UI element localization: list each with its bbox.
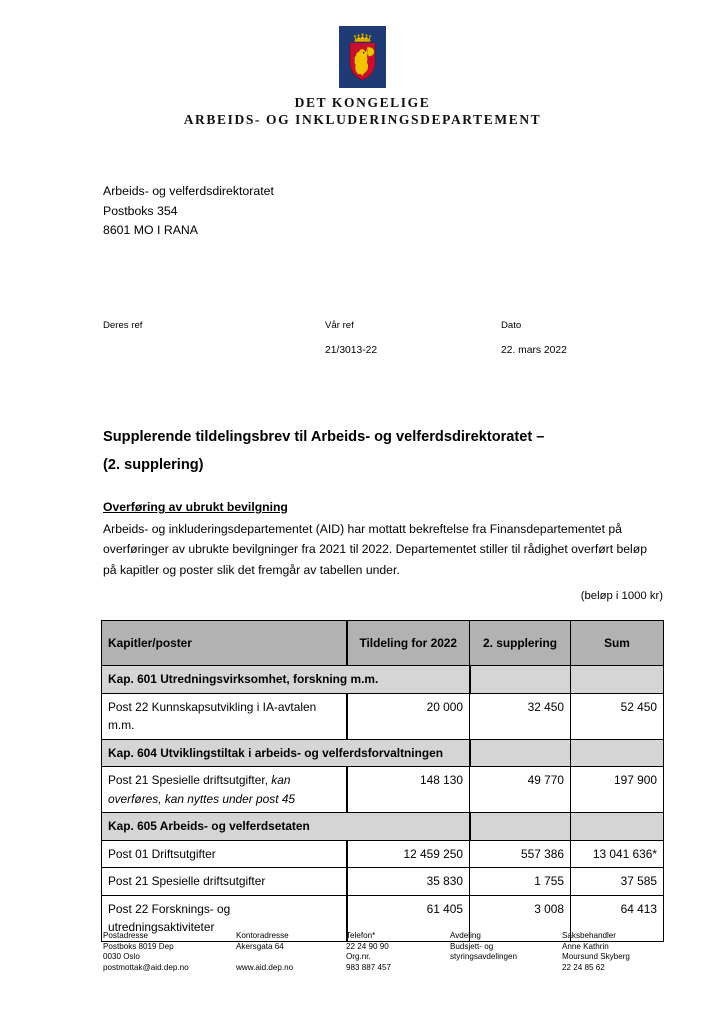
section-label: Kap. 601 Utredningsvirksomhet, forskning m.m. (102, 666, 470, 694)
page-title-line-1: Supplerende tildelingsbrev til Arbeids- og velferdsdirektoratet – (103, 428, 545, 445)
section-blank-sum (571, 739, 664, 767)
footer-line: 0030 Oslo (103, 952, 140, 962)
column-header-sum: Sum (571, 621, 664, 666)
dato-value: 22. mars 2022 (501, 345, 567, 356)
footer-line: 22 24 90 90 (346, 941, 389, 951)
footer-heading: Saksbehandler (562, 931, 616, 940)
row-supplering: 32 450 (470, 693, 571, 739)
row-label (102, 767, 347, 813)
footer-line: Postboks 8019 Dep (103, 941, 174, 951)
footer-line: Budsjett- og (450, 941, 494, 951)
section-blank-supplering (470, 666, 571, 694)
column-header-supplering: 2. supplering (470, 621, 571, 666)
table-row (102, 767, 664, 813)
var-ref-label: Vår ref (325, 320, 354, 331)
footer-line: 22 24 85 62 (562, 962, 605, 972)
footer-line: 983 887 457 (346, 962, 392, 972)
footer-column-saksbehandler (562, 931, 630, 973)
footer-line: styringsavdelingen (450, 952, 518, 962)
section-blank-sum (571, 666, 664, 694)
table-body (102, 666, 664, 942)
row-tildeling: 148 130 (347, 767, 470, 813)
section-label: Kap. 605 Arbeids- og velferdsetaten (102, 813, 470, 841)
table-section-row (102, 813, 664, 841)
footer-column-telefon (346, 931, 391, 973)
letterhead-line-2: ARBEIDS- OG INKLUDERINGSDEPARTEMENT (183, 112, 542, 127)
table-section-row (102, 666, 664, 694)
footer-column-postadresse (103, 931, 189, 973)
section-blank-supplering (470, 739, 571, 767)
row-sum: 64 413 (571, 895, 664, 941)
var-ref-column (325, 316, 377, 360)
section-blank-supplering (470, 813, 571, 841)
footer-line (236, 952, 293, 963)
footer-line: Org.nr. (346, 952, 371, 962)
table-header-row (102, 621, 664, 666)
body-subheading: Overføring av ubrukt bevilgning (103, 500, 288, 514)
dato-label: Dato (501, 320, 522, 331)
row-label: Post 01 Driftsutgifter (102, 840, 347, 868)
row-sum: 13 041 636* (571, 840, 664, 868)
allocation-table-wrapper (101, 620, 663, 942)
page-title (103, 423, 648, 479)
column-header-kapitler: Kapitler/poster (102, 621, 347, 666)
body-text-block (103, 497, 663, 580)
dato-column (501, 316, 567, 360)
row-supplering: 3 008 (470, 895, 571, 941)
table-row (102, 840, 664, 868)
row-label: Post 22 Kunnskapsutvikling i IA-avtalen m.m. (102, 693, 347, 739)
recipient-pobox: Postboks 354 (103, 203, 178, 218)
row-label-plain: Post 21 Spesielle driftsutgifter, (108, 773, 268, 787)
recipient-address-block (103, 182, 274, 241)
deres-ref-column (103, 316, 142, 341)
recipient-city: 8601 MO I RANA (103, 223, 198, 237)
body-paragraph: Arbeids- og inkluderingsdepartementet (AID) har mottatt bekreftelse fra Finansdepartementet på overføringer av ubrukte bevilgninger fra 2021 til 2022. Departementet stiller til rådighet overført beløp på kapitler og poster slik det fremgår av tabellen under. (103, 521, 647, 577)
footer-line: Akersgata 64 (236, 941, 284, 951)
var-ref-value: 21/3013-22 (325, 345, 378, 356)
row-sum: 52 450 (571, 693, 664, 739)
table-row (102, 693, 664, 739)
footer-heading: Postadresse (103, 931, 148, 940)
letterhead-text (0, 94, 725, 128)
table-row (102, 868, 664, 896)
allocation-table (101, 620, 664, 942)
row-tildeling: 12 459 250 (347, 840, 470, 868)
footer-line: Moursund Skyberg (562, 952, 630, 962)
section-blank-sum (571, 813, 664, 841)
row-label: Post 21 Spesielle driftsutgifter (102, 868, 347, 896)
footer-heading: Kontoradresse (236, 931, 289, 940)
footer-column-kontoradresse (236, 931, 293, 973)
row-supplering: 1 755 (470, 868, 571, 896)
table-header (102, 621, 664, 666)
row-label-italic: kan overføres, kan nyttes under post 45 (108, 773, 296, 806)
row-tildeling: 61 405 (347, 895, 470, 941)
footer-line: Anne Kathrin (562, 941, 609, 951)
row-sum: 197 900 (571, 767, 664, 813)
row-tildeling: 35 830 (347, 868, 470, 896)
footer-email[interactable]: postmottak@aid.dep.no (103, 962, 189, 972)
recipient-name: Arbeids- og velferdsdirektoratet (103, 184, 274, 198)
column-header-tildeling: Tildeling for 2022 (347, 621, 470, 666)
footer-website-link[interactable]: www.aid.dep.no (236, 962, 294, 972)
letterhead-line-1: DET KONGELIGE (294, 95, 431, 110)
row-sum: 37 585 (571, 868, 664, 896)
page-title-line-2: (2. supplering) (103, 456, 204, 473)
norwegian-coat-of-arms-icon (339, 26, 386, 88)
deres-ref-label: Deres ref (103, 320, 143, 331)
footer-heading: Avdeling (450, 931, 481, 940)
row-supplering: 557 386 (470, 840, 571, 868)
row-tildeling: 20 000 (347, 693, 470, 739)
amount-unit-note: (beløp i 1000 kr) (580, 590, 663, 602)
row-label: Post 22 Forsknings- og utredningsaktiviteter (102, 895, 347, 941)
table-section-row (102, 739, 664, 767)
row-supplering: 49 770 (470, 767, 571, 813)
footer-column-avdeling (450, 931, 517, 963)
section-label: Kap. 604 Utviklingstiltak i arbeids- og velferdsforvaltningen (102, 739, 470, 767)
footer-heading: Telefon* (346, 931, 376, 940)
letterhead (0, 26, 725, 128)
